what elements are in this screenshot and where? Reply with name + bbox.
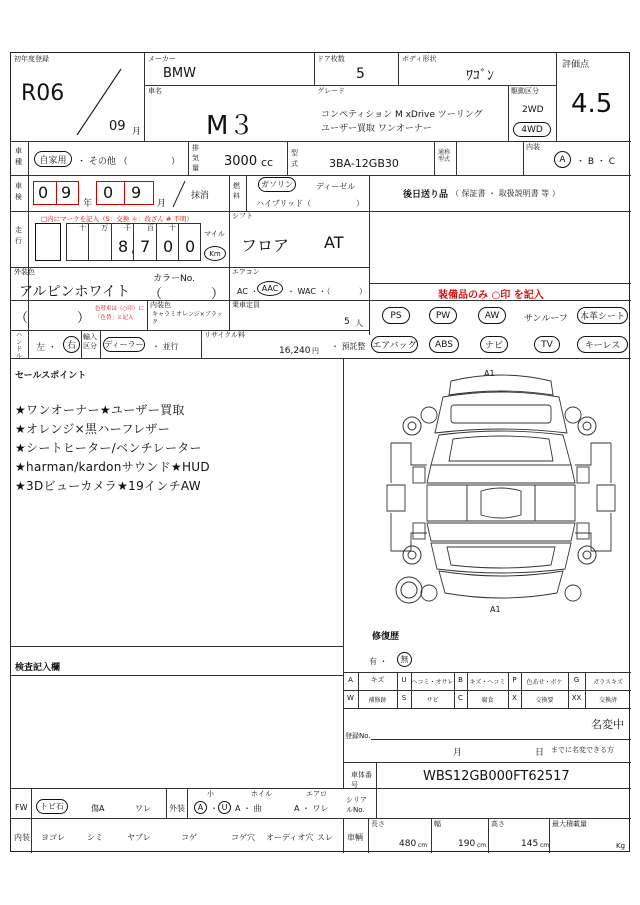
aero-options: A ・ ワレ	[294, 804, 329, 813]
fw-ware: ワレ	[135, 804, 151, 813]
serial-label: シリアルNo.	[346, 796, 367, 814]
grade-line2: ユーザー買取 ワンオーナー	[321, 124, 432, 134]
first-reg-label: 初年度登録	[14, 55, 49, 63]
model-value: 3BA-12GB30	[329, 157, 399, 170]
length-unit: cm	[418, 842, 428, 849]
interior-item-sure: スレ	[317, 833, 333, 842]
shift-type: AT	[324, 233, 344, 252]
width-label: 幅	[434, 820, 441, 828]
code-g: G	[573, 676, 580, 684]
shift-position: フロア	[241, 236, 290, 255]
mileage-km-circle: Km	[204, 246, 226, 261]
recycle-label: リサイクル料	[204, 331, 246, 339]
width-value: 190	[458, 839, 476, 849]
slash-divider-2	[171, 179, 187, 209]
unit-man: 万	[101, 224, 108, 232]
sales-point-5: ★3Dビューカメラ★19インチAW	[15, 479, 201, 493]
dealer-circle: ディーラー	[103, 337, 145, 352]
other-use-close: ）	[171, 157, 181, 167]
code-u-desc: ヘコミ・オサレ	[411, 679, 454, 686]
other-use: ・ その他 （	[77, 157, 128, 167]
aftersend-label: 後日送り品	[403, 190, 449, 200]
inspection-month-1: 0	[103, 183, 114, 202]
small-u-circle: U	[218, 801, 231, 814]
inspection-year-unit: 年	[83, 199, 93, 209]
vin-value: WBS12GB000FT62517	[423, 769, 570, 784]
equipment-abs: ABS	[429, 336, 459, 353]
interior-item-kogeana: コゲ穴	[231, 833, 255, 842]
max-load-unit: Kg	[616, 842, 626, 850]
aero-label: エアロ	[306, 790, 327, 798]
drive-4wd-circle: 4WD	[513, 122, 551, 137]
capacity-label: 乗車定員	[232, 301, 260, 309]
mileage-note: □内にマークを記入（S：交換 ＊：改ざん # 不明）	[41, 215, 193, 223]
repair-yes: 有 ・	[369, 657, 388, 666]
displacement-unit: cc	[261, 156, 274, 169]
inspection-label: 車検	[15, 182, 22, 201]
inspection-year-2: 9	[61, 183, 72, 202]
name-change-deadline: までに名変できる方	[551, 746, 614, 754]
gasoline-circle: ガソリン	[258, 177, 296, 192]
interior-item-audio: オーディオ穴	[266, 833, 314, 842]
mileage-digit-6: 0	[185, 237, 196, 256]
height-unit: cm	[540, 842, 550, 849]
unit-ju: 十	[169, 224, 176, 232]
wheel-diagram-rr	[576, 544, 598, 566]
vehicle-label: 車輌	[347, 833, 363, 842]
deleted-label: 抹消	[191, 191, 210, 201]
interior-color-value: キャラミオレンジ×ブラック	[152, 311, 223, 326]
code-xx-desc: 交換済	[598, 697, 617, 704]
equipment-keyless: キーレス	[577, 336, 628, 353]
code-a-desc: キズ	[370, 676, 385, 684]
length-value: 480	[399, 839, 417, 849]
equipment-title: 装備品のみ ○印 を記入	[438, 290, 544, 301]
hybrid-close: ）	[356, 199, 364, 208]
first-reg-month-unit: 月	[132, 127, 142, 137]
class-label: 通称型式	[438, 149, 451, 163]
private-use-circle: 自家用	[34, 151, 72, 167]
code-w-desc: 補修跡	[368, 697, 387, 704]
score-value: 4.5	[571, 89, 613, 119]
code-b: B	[458, 676, 463, 684]
name-change-title: 名変中	[591, 718, 624, 731]
sales-title: セールスポイント	[15, 371, 87, 381]
code-p-desc: 色あせ・ボケ	[526, 679, 563, 686]
code-g-desc: ガラスキズ	[593, 679, 623, 686]
interior-grade-label: 内装	[526, 143, 540, 151]
wheel-diagram-rl	[401, 544, 423, 566]
diagram-mark-bottom: A1	[490, 605, 501, 614]
equipment-leather: 本革シート	[577, 307, 628, 324]
color-no-label: カラーNo.	[153, 274, 195, 284]
small-a-circle: A	[194, 801, 207, 814]
max-load-label: 最大積載量	[552, 820, 587, 828]
inspection-month-2: 9	[131, 183, 142, 202]
length-label: 長さ	[371, 820, 385, 828]
car-name-value: M３	[206, 111, 255, 141]
wheel-options: A ・ 曲	[235, 804, 262, 813]
exterior-color-value: アルピンホワイト	[19, 284, 131, 300]
doors-value: 5	[356, 66, 365, 82]
code-c: C	[458, 694, 463, 702]
interior-item-yogore: ヨゴレ	[41, 833, 65, 842]
interior-color-label: 内装色	[150, 301, 171, 309]
color-no-paren-close: ）	[211, 287, 225, 302]
inspection-month-unit: 月	[157, 199, 167, 209]
reg-no-label: 登録No.	[345, 732, 371, 740]
shift-label: シフト	[232, 212, 253, 220]
recolor-paren-open: （	[15, 311, 29, 326]
mileage-digit-4: 7	[140, 237, 151, 256]
inspection-sheet	[10, 52, 630, 852]
ac-label: エアコン	[232, 268, 260, 276]
recycle-yen: 円	[312, 347, 319, 355]
code-w: W	[347, 694, 354, 702]
interior-item-yabure: ヤブレ	[127, 833, 151, 842]
equipment-airbag: エアバッグ	[371, 336, 418, 353]
sales-point-4: ★harman/kardonサウンド★HUD	[15, 460, 210, 474]
score-label: 評価点	[562, 60, 590, 70]
exterior-color-label: 外装色	[14, 268, 35, 276]
hybrid-option: ハイブリッド（	[256, 199, 312, 208]
width-unit: cm	[477, 842, 487, 849]
import-label: 輸入区分	[83, 333, 97, 350]
equipment-ps: PS	[382, 307, 410, 324]
code-p: P	[512, 676, 517, 684]
diesel-option: ディーゼル	[316, 182, 356, 191]
mileage-comma: ,	[131, 241, 136, 256]
sales-point-3: ★シートヒーター/ベンチレーター	[15, 441, 202, 455]
recycle-deposit: ・ 預託整	[331, 342, 366, 351]
diagram-mark-top: A1	[484, 369, 495, 378]
height-value: 145	[521, 839, 539, 849]
repair-no-circle: 無	[397, 652, 412, 667]
wheel-diagram-fl	[401, 415, 423, 437]
aftersend-items: （ 保証書 ・ 取扱説明書 等 ）	[451, 189, 560, 198]
name-change-month: 月	[453, 748, 463, 758]
recolor-paren-close: ）	[77, 311, 91, 326]
interior-grade-a: A	[554, 151, 571, 168]
sales-point-2: ★オレンジ×黒ハーフレザー	[15, 422, 171, 436]
spare-tire-diagram	[394, 575, 424, 605]
displacement-label: 排気量	[192, 144, 199, 172]
ac-rest: ・ WAC ・（	[287, 287, 331, 296]
drive-label: 駆動区分	[511, 87, 539, 95]
small-label: 小	[207, 790, 214, 798]
recolor-note: 色替車は（○印）に「色替」と記入	[95, 306, 144, 321]
model-label: 型式	[291, 149, 298, 168]
bottom-interior-label: 内装	[14, 833, 30, 842]
handle-label: ハンドル	[16, 332, 23, 360]
interior-item-shimi: シミ	[87, 833, 103, 842]
repair-title: 修復歴	[372, 632, 400, 642]
handle-left: 左 ・	[36, 343, 57, 353]
mileage-digit-3: 8	[118, 237, 129, 256]
displacement-value: 3000	[224, 154, 258, 169]
parallel-option: ・ 並行	[152, 342, 179, 351]
grade-line1: コンペティション M xDrive ツーリング	[321, 110, 483, 120]
aac-circle: AAC	[257, 281, 283, 296]
mileage-digit-1	[35, 223, 61, 261]
ac-close: ）	[359, 287, 367, 296]
capacity-value: 5	[344, 317, 350, 327]
code-x-desc: 交換要	[535, 697, 554, 704]
color-no-paren-open: （	[149, 287, 163, 302]
ac-option: AC ・	[237, 287, 259, 296]
fw-label: FW	[15, 803, 28, 812]
doors-label: ドア枚数	[317, 55, 345, 63]
interior-grade-bc: ・ B ・ C	[576, 157, 616, 167]
equipment-tv: TV	[534, 336, 560, 353]
code-c-desc: 腐食	[481, 697, 494, 704]
unit-sen: 千	[124, 224, 131, 232]
unit-hyaku: 百	[147, 224, 154, 232]
exterior-label: 外装	[169, 804, 185, 813]
unit-ju-man: 十	[79, 224, 86, 232]
mileage-digit-5: 0	[163, 237, 174, 256]
wheel-label: ホイル	[251, 790, 272, 798]
body-label: ボディ形状	[402, 55, 437, 63]
equipment-aw: AW	[478, 307, 506, 324]
fw-crack: 傷A	[91, 804, 105, 813]
fuel-label: 燃料	[233, 182, 240, 200]
recycle-value: 16,240	[279, 346, 311, 356]
inspection-entry-title: 検査記入欄	[15, 663, 61, 673]
car-diagram	[381, 373, 621, 608]
equipment-sunroof: サンルーフ	[524, 314, 568, 324]
first-reg-month: 09	[109, 119, 126, 134]
height-label: 高さ	[491, 820, 505, 828]
maker-label: メーカー	[148, 55, 176, 63]
vin-label: 車体番号	[351, 771, 372, 789]
maker-value: BMW	[163, 66, 196, 81]
equipment-navi: ナビ	[480, 336, 508, 353]
code-s-desc: サビ	[426, 697, 439, 704]
name-change-day: 日	[535, 748, 545, 758]
drive-2wd: 2WD	[522, 105, 544, 115]
mileage-label: 走行	[15, 226, 22, 245]
fw-tobiishi-circle: トビ石	[36, 799, 68, 814]
code-u: U	[401, 676, 407, 684]
code-x: X	[512, 694, 517, 702]
small-dot: ・	[210, 804, 218, 813]
body-value: ﾜｺﾞﾝ	[466, 68, 494, 84]
sales-point-1: ★ワンオーナー★ユーザー買取	[15, 403, 185, 417]
equipment-pw: PW	[429, 307, 457, 324]
interior-item-koge: コゲ	[181, 833, 197, 842]
code-b-desc: キズ・ヘコミ	[469, 679, 506, 686]
inspection-year-1: 0	[38, 183, 49, 202]
code-s: S	[401, 694, 407, 702]
use-label: 車種	[15, 147, 22, 166]
car-name-label: 車名	[148, 87, 162, 95]
first-reg-year: R06	[21, 81, 65, 106]
capacity-unit: 人	[355, 319, 363, 328]
handle-right-circle: 右	[63, 336, 80, 353]
wheel-diagram-fr	[576, 415, 598, 437]
code-a: A	[348, 676, 353, 684]
grade-label: グレード	[317, 87, 345, 95]
code-xx: XX	[571, 694, 582, 702]
mileage-mile: マイル	[204, 230, 225, 238]
